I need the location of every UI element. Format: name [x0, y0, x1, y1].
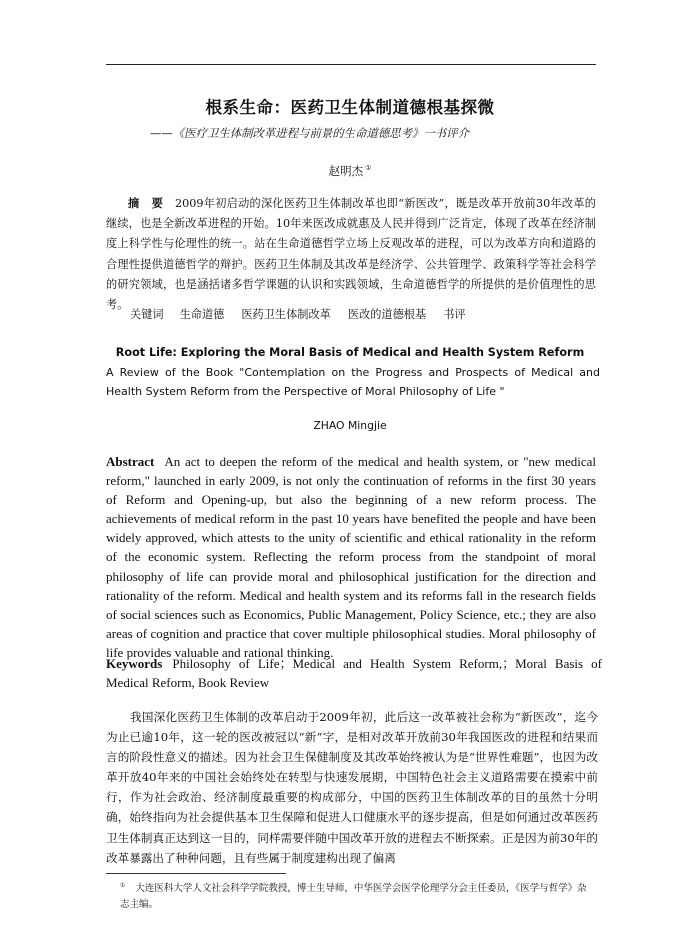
chinese-title: 根系生命：医药卫生体制道德根基探微	[205, 98, 495, 117]
chinese-author	[0, 163, 700, 179]
english-subtitle: A Review of the Book "Contemplation on the Progress and Prospects of Medical and Health System Reform from the Perspective of Moral Philosophy of Life "	[106, 366, 600, 398]
chinese-keyword: 医改的道德根基	[347, 308, 427, 321]
english-abstract	[106, 452, 596, 662]
english-keywords-label: Keywords	[106, 656, 163, 671]
chinese-keyword: 生命道德	[179, 308, 225, 321]
chinese-abstract-label: 摘 要	[128, 196, 168, 210]
english-author: ZHAO Mingjie	[313, 419, 387, 432]
english-title: Root Life: Exploring the Moral Basis of Medical and Health System Reform	[115, 346, 585, 359]
english-abstract-text: An act to deepen the reform of the medical and health system, or "new medical reform," launched in early 2009, is not only the continuation of reforms in the first 30 years of Reform and Opening-up, but also the beginning of a new reform process. The achievements of medical reform in the past 10 years have benefited the people and have been widely approved, which attests to the unity of scientific and ethical rationality in the reform of the economic system. Reflecting the reform process from the standpoint of moral philosophy of life can provide moral and philosophical justification for the direction and rationality of the reform. Medical and health system and its reforms fall in the research fields of social sciences such as Economics, Public Management, Policy Science, etc.; they are also areas of cognition and practice that cover multiple philosophical studies. Moral philosophy of life provides valuable and rational thinking.	[106, 454, 596, 660]
chinese-keywords-label: 关键词	[130, 308, 164, 321]
author-name-cn: 赵明杰	[328, 164, 364, 178]
footnote	[120, 878, 596, 913]
chinese-keyword: 医药卫生体制改革	[241, 308, 331, 321]
chinese-abstract	[106, 193, 596, 315]
header-rule	[106, 64, 596, 65]
footnote-text: 大连医科大学人文社会科学学院教授，博士生导师，中华医学会医学伦理学分会主任委员，《医学与哲学》杂志主编。	[120, 883, 587, 910]
chinese-keyword: 书评	[443, 308, 466, 321]
english-keywords	[106, 654, 602, 692]
footnote-mark: ①	[120, 882, 126, 889]
chinese-abstract-text: 2009年初启动的深化医药卫生体制改革也即“新医改”，既是改革开放前30年改革的继续，也是全新改革进程的开始。10年来医改成就惠及人民并得到广泛肯定，体现了改革在经济制度上科学性与伦理性的统一。站在生命道德哲学立场上反观改革的进程，可以为改革方向和道路的合理性提供道德哲学的辩护。医药卫生体制及其改革是经济学、公共管理学、政策科学等社会科学的研究领域，也是涵括诸多哲学课题的认识和实践领域，生命道德哲学的所提供的是价值理性的思考。	[106, 197, 596, 312]
english-abstract-label: Abstract	[106, 454, 155, 469]
footnote-rule	[106, 873, 286, 874]
chinese-subtitle: ——《医疗卫生体制改革进程与前景的生命道德思考》一书评介	[150, 126, 469, 140]
chinese-keywords	[130, 306, 600, 322]
author-footnote-mark[interactable]: ①	[365, 164, 372, 172]
english-keywords-text: Philosophy of Life；Medical and Health System Reform,；Moral Basis of Medical Reform, Book Review	[106, 656, 602, 691]
body-paragraph: 我国深化医药卫生体制的改革启动于2009年初，此后这一改革被社会称为“新医改”，迄今为止已逾10年，这一轮的医改被冠以“新”字，是相对改革开放前30年我国医改的进程和结果而言的阶段性意义的描述。因为社会卫生保健制度及其改革始终被认为是“世界性难题”，也因为改革开放40年来的中国社会始终处在转型与快速发展期，中国特色社会主义道路需要在摸索中前行，作为社会政治、经济制度最重要的构成部分，中国的医药卫生体制改革的目的虽然十分明确，始终指向为社会提供基本卫生保障和促进人口健康水平的逐步提高，但是如何通过改革医药卫生体制真正达到这一目的，同样需要伴随中国改革开放的进程去不断探索。正是因为前30年的改革暴露出了种种问题，且有些属于制度建构出现了偏离	[106, 710, 598, 865]
